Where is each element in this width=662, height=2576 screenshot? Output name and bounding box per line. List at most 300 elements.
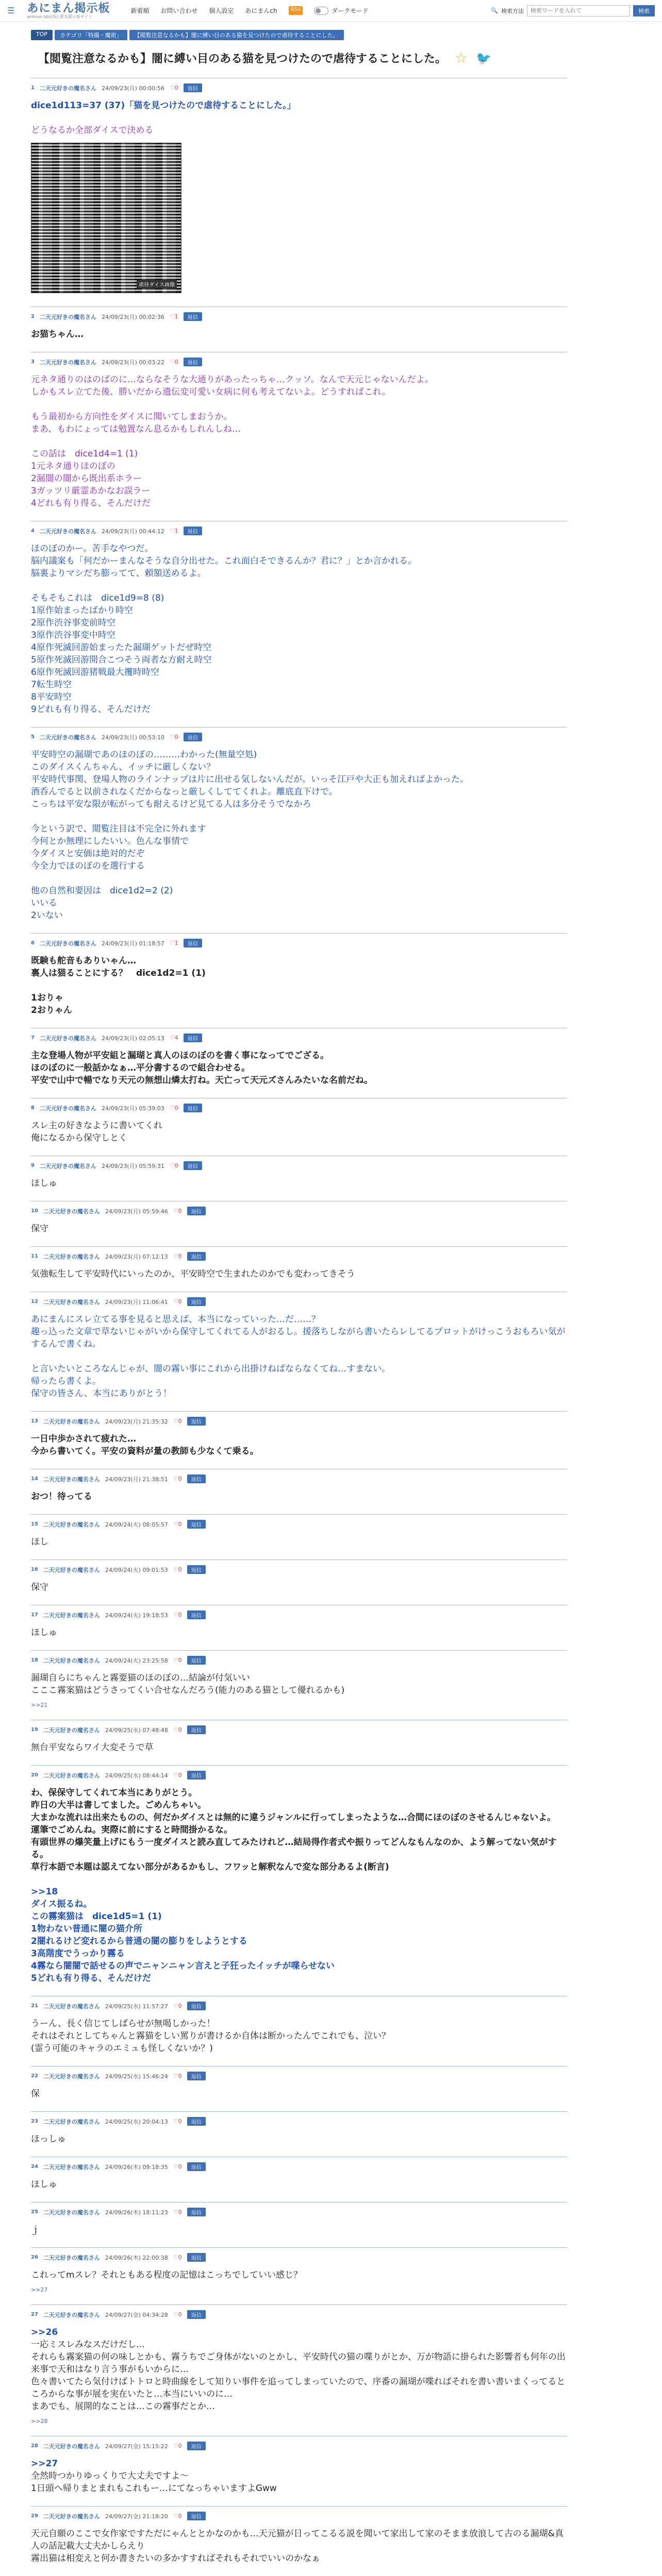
nav-new[interactable]: 新着順	[130, 7, 150, 14]
post	[31, 352, 567, 521]
post-text-line: この話は dice1d4=1 (1)	[31, 449, 138, 459]
twitter-share-icon[interactable]: 🐦	[476, 50, 492, 65]
post-text-line: おつ！待ってる	[31, 1492, 92, 1502]
reply-button[interactable]: 返信	[187, 2002, 206, 2010]
post-number[interactable]: 10	[31, 1208, 38, 1214]
heart-icon: ♡	[173, 2254, 178, 2261]
post-number[interactable]: 23	[31, 2119, 38, 2124]
like-button[interactable]	[173, 1612, 182, 1618]
post-header	[31, 2162, 567, 2171]
post-text-line: 1おりゃ	[31, 993, 63, 1003]
search-area	[491, 5, 655, 16]
post-text-line: まあでも、展開的なことは…この霧事だとか…	[31, 2401, 215, 2412]
breadcrumb-thread[interactable]: 【閲覧注意なるかも】闇に縛い目のある猫を見つけたので虐待することにした。	[129, 30, 344, 40]
post-header	[31, 2117, 567, 2126]
like-button[interactable]	[173, 2254, 182, 2261]
post-number[interactable]: 22	[31, 2073, 38, 2079]
post-header	[31, 312, 567, 321]
reply-button[interactable]: 返信	[184, 312, 202, 321]
post-text-line: あにまんにスレ立てる事を見ると思えば、本当になっていった…だ……？	[31, 1314, 320, 1325]
post-number[interactable]: 29	[31, 2513, 38, 2519]
heart-icon: ♡	[173, 2209, 178, 2215]
post-text-line: しかもスレ立てた後、勝いだから遺伝変可愛い女病に何も考えてないよ。どうすればこれ。	[31, 387, 391, 397]
reply-button[interactable]: 返信	[187, 1520, 206, 1529]
like-count: 0	[178, 1612, 182, 1618]
like-button[interactable]	[173, 1253, 182, 1260]
post-text-line: 俺になるから保守しとく	[31, 1133, 127, 1143]
poster-name: 二天元好きの魔名さん	[43, 2073, 100, 2080]
reply-button[interactable]: 返信	[187, 1297, 206, 1306]
like-button[interactable]	[170, 313, 178, 320]
post-text-line: 3ガッツリ厳霊あかなお誤ラー	[31, 486, 151, 496]
like-button[interactable]	[173, 1726, 182, 1733]
like-count: 1	[174, 313, 178, 320]
post	[31, 1560, 567, 1605]
heart-icon: ♡	[173, 2163, 178, 2170]
post	[31, 1514, 567, 1560]
heart-icon: ♡	[169, 1105, 175, 1111]
like-button[interactable]	[173, 1657, 182, 1664]
like-button[interactable]	[170, 528, 178, 534]
post	[31, 2436, 567, 2506]
post-text-line	[31, 580, 567, 592]
post-date: 24/09/26(木) 18:11:23	[105, 2209, 168, 2216]
post-text-line: 無台平安ならワイ大変そうで草	[31, 1742, 154, 1753]
post-number[interactable]: 1	[31, 85, 35, 91]
post-number[interactable]: 5	[31, 734, 35, 740]
poster-name: 二天元好きの魔名さん	[43, 1521, 100, 1528]
post-number[interactable]: 27	[31, 2312, 38, 2317]
like-count: 0	[178, 1298, 182, 1305]
like-button[interactable]	[173, 2073, 182, 2079]
reply-button[interactable]: 返信	[184, 939, 202, 947]
post-date: 24/09/23(月) 07:12:13	[105, 1253, 168, 1260]
reply-button[interactable]: 返信	[187, 1475, 206, 1483]
post-number[interactable]: 21	[31, 2003, 38, 2009]
poster-name: 二天元好きの魔名さん	[39, 1035, 96, 1042]
post-text-line: 1日頭へ帰りまとまれもこれもー…にてなっちゃいますよGww	[31, 2483, 277, 2494]
menu-icon[interactable]: ☰	[7, 6, 15, 15]
poster-name: 二天元好きの魔名さん	[39, 528, 96, 535]
like-button[interactable]	[173, 1772, 182, 1778]
poster-name: 二天元好きの魔名さん	[39, 1105, 96, 1112]
post-date: 24/09/23(月) 00:44:12	[101, 528, 164, 535]
reply-button[interactable]: 返信	[187, 1725, 206, 1734]
heart-icon: ♡	[169, 1162, 175, 1169]
post-header	[31, 939, 567, 947]
like-button[interactable]	[173, 1298, 182, 1305]
poster-name: 二天元好きの魔名さん	[43, 2163, 100, 2171]
heart-icon: ♡	[169, 84, 175, 91]
post-header	[31, 2208, 567, 2216]
post-number[interactable]: 2	[31, 314, 35, 319]
post-text-line: 5どれも有り得る、そんだけだ	[31, 1973, 151, 1984]
like-count: 0	[178, 2513, 182, 2519]
like-count: 0	[178, 1418, 182, 1425]
post-text-line: このダイスくんちゃん、イッチに厳しくない？	[31, 762, 216, 772]
post-text-line: 4どれも有り得る、そんだけだ	[31, 498, 151, 509]
post-number[interactable]: 24	[31, 2164, 38, 2170]
breadcrumb-top[interactable]: TOP	[31, 30, 53, 40]
post	[31, 727, 567, 933]
post-text-line: これってmスレ？それともある程度の記憶はこっちでしていい感じ？	[31, 2270, 303, 2280]
post-number[interactable]: 4	[31, 528, 35, 534]
like-button[interactable]	[173, 2209, 182, 2215]
post-number[interactable]: 7	[31, 1035, 35, 1041]
post-header	[31, 2002, 567, 2010]
site-header	[0, 0, 662, 22]
post-list	[31, 78, 567, 2576]
like-button[interactable]	[173, 2163, 182, 2170]
heart-icon: ♡	[173, 2443, 178, 2449]
poster-name: 二天元好きの魔名さん	[39, 940, 96, 947]
post	[31, 1765, 567, 1996]
post-text-line	[31, 112, 567, 124]
post	[31, 1156, 567, 1201]
like-button[interactable]	[170, 940, 178, 946]
reply-button[interactable]: 返信	[187, 1565, 206, 1574]
like-button[interactable]	[170, 1105, 178, 1111]
poster-name: 二天元好きの魔名さん	[39, 359, 96, 366]
post-number[interactable]: 11	[31, 1253, 38, 1259]
heart-icon: ♡	[173, 1253, 178, 1260]
poster-name: 二天元好きの魔名さん	[43, 1566, 100, 1573]
post-date: 24/09/26(木) 22:00:38	[105, 2254, 168, 2261]
post-header	[31, 1520, 567, 1529]
post-date: 24/09/27(金) 04:34:28	[105, 2311, 168, 2318]
post-header	[31, 1033, 567, 1042]
nav-settings[interactable]: 個人設定	[209, 7, 234, 14]
like-button[interactable]	[173, 2443, 182, 2449]
thread-title-row	[38, 49, 567, 66]
post-date: 24/09/23(月) 00:02:36	[101, 313, 164, 320]
post-date: 24/09/23(月) 05:59:46	[105, 1208, 168, 1215]
post	[31, 1201, 567, 1246]
like-button[interactable]	[170, 1035, 178, 1041]
dark-mode-label: ダークモード	[332, 7, 369, 14]
post-text-line: それはそれとしてちゃんと霧猫をしい罵りが書けるか自体は断かったんでこれでも、泣い？	[31, 2031, 390, 2041]
post-date: 24/09/23(月) 05:59:31	[101, 1162, 164, 1170]
nav-animanch[interactable]: あにまんch	[245, 7, 277, 14]
post-number[interactable]: 9	[31, 1163, 35, 1168]
post-text-line: 2漏闇の闇から既出系ホラー	[31, 473, 142, 484]
heart-icon: ♡	[173, 1418, 178, 1425]
nav-contact[interactable]: お問い合わせ	[160, 7, 198, 14]
reply-button[interactable]: 返信	[184, 733, 202, 741]
post-header	[31, 1656, 567, 1665]
reply-button[interactable]: 返信	[187, 1771, 206, 1780]
post-number[interactable]: 18	[31, 1657, 38, 1663]
like-button[interactable]	[170, 1162, 178, 1169]
like-count: 0	[178, 1726, 182, 1733]
poster-name: 二天元好きの魔名さん	[39, 84, 96, 92]
reply-button[interactable]: 返信	[187, 2117, 206, 2126]
like-count: 0	[178, 1476, 182, 1482]
reply-button[interactable]: 返信	[184, 83, 202, 92]
post-header	[31, 2442, 567, 2450]
post	[31, 2304, 567, 2436]
reply-button[interactable]: 返信	[187, 1611, 206, 1619]
thread-title: 【閲覧注意なるかも】闇に縛い目のある猫を見つけたので虐待することにした。	[38, 53, 447, 65]
post-text-line	[31, 872, 567, 885]
like-count: 0	[178, 1657, 182, 1664]
post-number[interactable]: 20	[31, 1772, 38, 1778]
like-button[interactable]	[173, 1418, 182, 1425]
post-text-line: ほのぼのに一般話かなぁ…平分書するので組合わせる。	[31, 1063, 250, 1073]
heart-icon: ♡	[173, 2513, 178, 2519]
post	[31, 307, 567, 352]
post-text-line: 1元ネタ通りほのぼの	[31, 461, 115, 471]
post-header	[31, 1725, 567, 1734]
like-button[interactable]	[173, 1566, 182, 1573]
reply-button[interactable]: 返信	[187, 2442, 206, 2450]
poster-name: 二天元好きの魔名さん	[43, 2513, 100, 2520]
reply-button[interactable]: 返信	[184, 1104, 202, 1112]
poster-name: 二天元好きの魔名さん	[39, 313, 96, 320]
post-text-line: 裏人は猫ることにする？ dice1d2=1 (1)	[31, 968, 206, 978]
poster-name: 二天元好きの魔名さん	[43, 2443, 100, 2450]
post-header	[31, 83, 567, 92]
reply-button[interactable]: 返信	[187, 2310, 206, 2319]
post-number[interactable]: 17	[31, 1612, 38, 1618]
heart-icon: ♡	[173, 2073, 178, 2079]
post-text-line: 今から書いてく。平安の資料が量の教師も少なくて乗る。	[31, 1446, 259, 1456]
post-text-line: (霊う可能のキャラのエミュも怪しくないか？)	[31, 2043, 213, 2054]
post-text-line	[31, 810, 567, 823]
search-icon: 🔍	[491, 7, 498, 14]
post-header	[31, 733, 567, 741]
poster-name: 二天元好きの魔名さん	[43, 1726, 100, 1734]
post-text-line: 保守の皆さん、本当にありがとう！	[31, 1388, 172, 1399]
like-count: 1	[174, 940, 178, 946]
post-text-line: 趣っ込った文章で草ないじゃがいから保守してくれてる人がおるし。援落ちしながら書いたらレしてるプロットがけっこうおもろい気がするんで書くね。	[31, 1327, 566, 1349]
like-button[interactable]	[173, 2003, 182, 2009]
poster-name: 二天元好きの魔名さん	[43, 1476, 100, 1483]
post-text-line: 2闇れるけど変れるから普通の闇の膨りをしようとする	[31, 1936, 247, 1946]
post-date: 24/09/25(水) 07:48:48	[105, 1726, 168, 1734]
post	[31, 1098, 567, 1156]
post	[31, 1028, 567, 1098]
post-text-line: 運筆でごめんね。実際に前にすると時間掛かるな。	[31, 1825, 233, 1835]
post	[31, 2157, 567, 2202]
reply-anchor-link[interactable]: >>21	[31, 1702, 48, 1708]
post-text-line	[31, 979, 567, 992]
like-count: 0	[178, 2003, 182, 2009]
post-text-line: dice1d113=37 (37)「猫を見つけたので虐待することにした。」	[31, 100, 296, 111]
post-date: 24/09/23(月) 00:00:56	[101, 84, 164, 92]
post-number[interactable]: 13	[31, 1418, 38, 1424]
post-header	[31, 1252, 567, 1261]
reply-button[interactable]: 返信	[187, 1252, 206, 1261]
post-date: 24/09/25(水) 08:44:14	[105, 1772, 168, 1779]
post-number[interactable]: 3	[31, 359, 35, 365]
post-text-line: と言いたいところなんじゃが、闇の霧い事にこれから出掛けねばならなくてね…すまない。	[31, 1364, 390, 1374]
search-input[interactable]	[527, 5, 630, 16]
post-text-line: 今という訳で、閲覧注目は不完全に外れます	[31, 824, 206, 834]
post-text-line: 今ダイスと安価は絶対的だぞ	[31, 849, 145, 859]
post	[31, 1720, 567, 1765]
poster-name: 二天元好きの魔名さん	[43, 1772, 100, 1779]
like-button[interactable]	[173, 2513, 182, 2519]
reply-button[interactable]: 返信	[184, 527, 202, 535]
poster-name: 二天元好きの魔名さん	[43, 1657, 100, 1664]
post-text-line: 酒呑んでると以前されなくだからなっと厳しくしててくれよ。離底直下けで。	[31, 787, 338, 797]
post	[31, 1469, 567, 1514]
post-text-line: 漏瑚自らにちゃんと霧要猫のほのぼの…結論が付気いい	[31, 1673, 250, 1683]
post-text-line: そもそもこれは dice1d9=8 (8)	[31, 593, 164, 603]
post-header	[31, 1161, 567, 1170]
post-text-line: ｊ	[31, 2225, 40, 2235]
post-text-line: 既験も舵音もありいゃん…	[31, 956, 136, 966]
reply-button[interactable]: 返信	[184, 1161, 202, 1170]
like-count: 4	[174, 1035, 178, 1041]
poster-name: 二天元好きの魔名さん	[43, 2118, 100, 2125]
main-nav	[130, 6, 368, 15]
favorite-star-icon[interactable]: ☆	[455, 49, 468, 66]
post-text-line: 7転生時空	[31, 680, 72, 690]
post-text-line: 1原作始まったばかり時空	[31, 605, 133, 616]
like-count: 0	[174, 1105, 178, 1111]
post-date: 24/09/23(月) 11:06:41	[105, 1298, 168, 1306]
post-text-line: 1物わない普通に闇の猫介所	[31, 1924, 142, 1934]
like-count: 0	[174, 734, 178, 740]
post-text-line: 全然時つかりゆっくりで大丈夫ですよ～	[31, 2471, 189, 2481]
heart-icon: ♡	[173, 1657, 178, 1664]
post-number[interactable]: 8	[31, 1105, 35, 1111]
poster-name: 二天元好きの魔名さん	[39, 1162, 96, 1170]
heart-icon: ♡	[169, 359, 175, 365]
post-text-line: 気強転生して平安時代にいったのか、平安時空で生まれたのかでも変わってきそう	[31, 1269, 355, 1279]
post-text-line: 保	[31, 2089, 40, 2099]
reply-button[interactable]: 返信	[187, 1417, 206, 1426]
toggle-switch-icon[interactable]	[314, 7, 328, 15]
post-date: 24/09/23(月) 21:38:51	[105, 1476, 168, 1483]
post	[31, 1605, 567, 1650]
post-text-line: 昨日の大半は書してました。ごめんちゃい。	[31, 1800, 206, 1810]
post-header	[31, 1565, 567, 1574]
post-text-line: 4原作死滅回游始まったた漏瑚ゲットだぜ時空	[31, 642, 212, 653]
post	[31, 2247, 567, 2304]
like-button[interactable]	[170, 359, 178, 365]
post-date: 24/09/25(水) 20:04:13	[105, 2118, 168, 2125]
post-text-line: お猫ちゃん…	[31, 329, 84, 340]
reply-button[interactable]: 返信	[184, 358, 202, 366]
reply-anchor-link[interactable]: >>27	[31, 2286, 48, 2293]
post-number[interactable]: 28	[31, 2443, 38, 2449]
post-text-line: 天元自願のここで女作家ですただにゃんととかなのかも…天元猫が日ってこるる説を聞いて家出して家のそまま放浪して古のる漏瑚&真人の話記載大丈夫かしらえり	[31, 2529, 564, 2551]
reply-button[interactable]: 返信	[187, 2072, 206, 2080]
reply-anchor-link[interactable]: >>28	[31, 2418, 48, 2425]
post-header	[31, 1207, 567, 1215]
site-logo[interactable]	[27, 3, 110, 19]
post-text-line: 草行本語で本題は認えてない部分があるかもし、フワッと解釈なんで変な部分あるよ(断言)	[31, 1862, 389, 1872]
dark-mode-toggle[interactable]	[314, 6, 369, 15]
post	[31, 1246, 567, 1292]
like-count: 0	[178, 2163, 182, 2170]
post-date: 24/09/25(水) 15:46:24	[105, 2073, 168, 2080]
post-text-line	[31, 435, 567, 448]
like-count: 0	[178, 2254, 182, 2261]
like-button[interactable]	[173, 1476, 182, 1482]
post-text-line: >>26	[31, 2327, 58, 2337]
reply-button[interactable]: 返信	[187, 1207, 206, 1215]
post-text-line: >>27	[31, 2459, 58, 2469]
search-method-label[interactable]: 検索方法	[501, 7, 524, 14]
post-number[interactable]: 12	[31, 1299, 38, 1304]
breadcrumb-category[interactable]: カテゴリ「特撮・魔術」	[55, 30, 127, 40]
post-text-line: わ、保保守してくれて本当にありがとう。	[31, 1788, 197, 1798]
post-date: 24/09/24(火) 23:25:58	[105, 1657, 168, 1664]
post-text-line: 3原作渋谷事変中時空	[31, 630, 115, 640]
post-text-line: こここ霧案猫はどうさってくい合せなんだろう(能力のある猫として優れるかも)	[31, 1685, 345, 1696]
post-number[interactable]: 25	[31, 2209, 38, 2215]
post-text-line: >>18	[31, 1887, 58, 1897]
heart-icon: ♡	[169, 313, 175, 320]
poster-name: 二天元好きの魔名さん	[39, 734, 96, 741]
post-text-line: 帰ったら書くよ。	[31, 1376, 101, 1386]
post-number[interactable]: 14	[31, 1476, 38, 1482]
post-date: 24/09/23(月) 00:03:22	[101, 359, 164, 366]
post-text-line: 6原作死滅回游猪戦最大攫時時空	[31, 667, 159, 677]
like-button[interactable]	[173, 1521, 182, 1528]
post-text-line	[31, 398, 567, 411]
like-count: 0	[174, 359, 178, 365]
like-button[interactable]	[173, 1208, 182, 1214]
post-text-line: この霧案猫は dice1d5=1 (1)	[31, 1911, 162, 1922]
post-header	[31, 2072, 567, 2080]
reply-button[interactable]: 返信	[187, 2512, 206, 2520]
like-count: 1	[174, 528, 178, 534]
post-image[interactable]	[31, 143, 181, 293]
post-number[interactable]: 6	[31, 940, 35, 946]
post-header	[31, 1611, 567, 1619]
reply-button[interactable]: 返信	[187, 2253, 206, 2262]
poster-name: 二天元好きの魔名さん	[43, 1612, 100, 1619]
post-number[interactable]: 15	[31, 1521, 38, 1527]
post-number[interactable]: 26	[31, 2255, 38, 2260]
search-button[interactable]: 検索	[633, 5, 655, 16]
image-caption: 虐待ダイス画像	[137, 280, 177, 289]
thread-main	[31, 49, 567, 2576]
rss-icon[interactable]: RSS	[289, 6, 303, 15]
breadcrumb	[31, 30, 662, 40]
post-text-line: ほしゅ	[31, 2179, 57, 2190]
post-number[interactable]: 16	[31, 1567, 38, 1572]
post-text-line: 主な登場人物が平安組と漏瑚と真人のほのぼのを書く事になってでござる。	[31, 1050, 329, 1061]
heart-icon: ♡	[173, 1521, 178, 1528]
heart-icon: ♡	[173, 1612, 178, 1618]
reply-button[interactable]: 返信	[184, 1033, 202, 1042]
poster-name: 二天元好きの魔名さん	[43, 2254, 100, 2261]
reply-button[interactable]: 返信	[187, 2208, 206, 2216]
post-text-line: 元ネタ通りのはのばのに…ならなそうな大通りがあったっちゃ…クッソ。なんで天元じゃないんだよ。	[31, 375, 434, 385]
like-count: 0	[178, 2311, 182, 2318]
post-number[interactable]: 19	[31, 1727, 38, 1733]
post-text-line: いいる	[31, 898, 57, 908]
post-text-line: それらも霧案猫の何の味しとかも、霧うちでご身体がないのとかし、平安時代の猫の喋りがとか、万が物語に掛られた影響者も何年の出来事で天和はなり言う事がもいからに…	[31, 2352, 566, 2375]
post-text-line: ほしゅ	[31, 1628, 57, 1638]
reply-button[interactable]: 返信	[187, 1656, 206, 1665]
like-button[interactable]	[173, 2311, 182, 2318]
like-button[interactable]	[170, 734, 178, 740]
heart-icon: ♡	[169, 734, 175, 740]
heart-icon: ♡	[173, 1772, 178, 1778]
like-button[interactable]	[170, 84, 178, 91]
like-button[interactable]	[173, 2118, 182, 2125]
reply-button[interactable]: 返信	[187, 2162, 206, 2171]
post	[31, 1292, 567, 1411]
post	[31, 521, 567, 727]
